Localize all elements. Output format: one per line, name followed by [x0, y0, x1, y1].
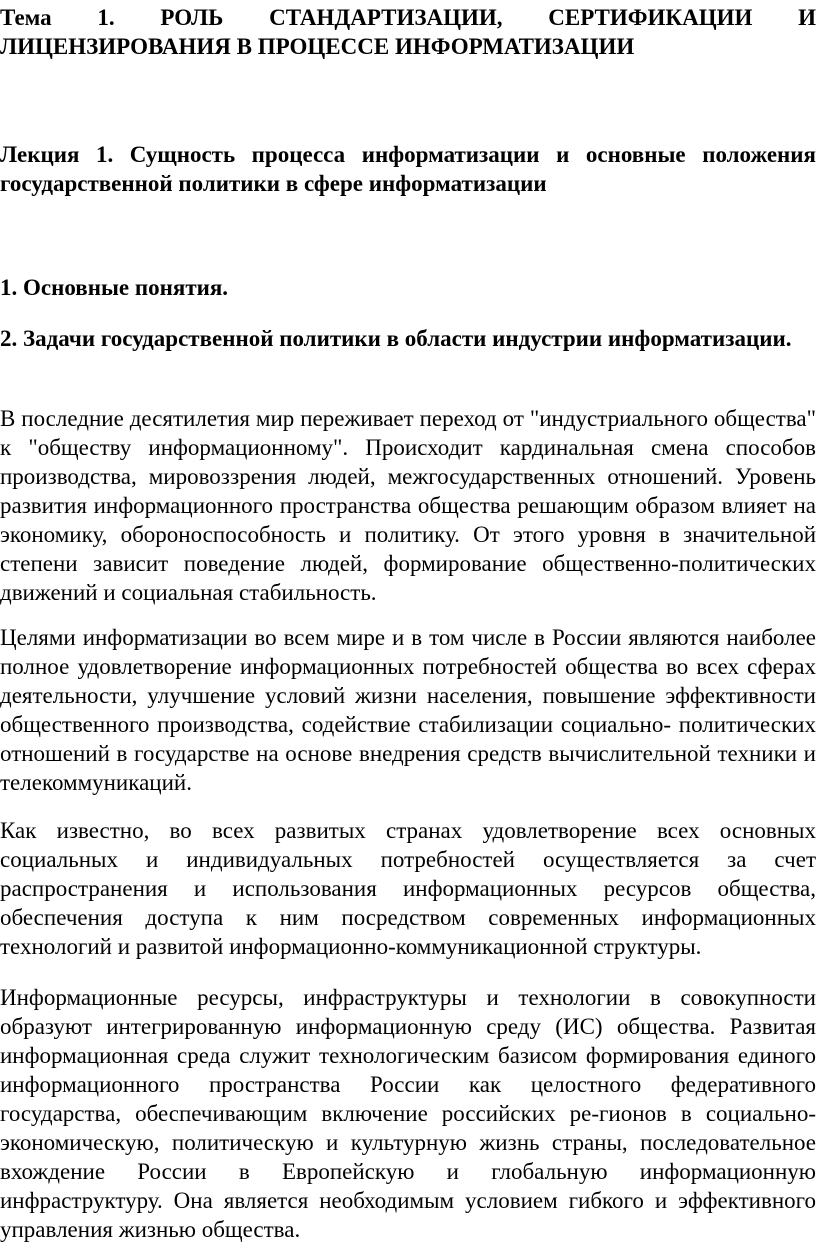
paragraph-4: Информационные ресурсы, инфраструктуры и технологии в совокупности образуют интегрированную информационную среду (ИС) общества. Развитая информационная среда служит технологическим базисом формирования единого информационного пространства России как целостного федеративного государства, обеспечивающим включение российских ре-гионов в социально-экономическую, политическую и культурную жизнь страны, последовательное вхождение России в Европейскую и глобальную информационную инфраструктуру. Она является необходимым условием гибкого и эффективного управления жизнью общества. [0, 985, 816, 1242]
paragraph-3: Как известно, во всех развитых странах удовлетворение всех основных социальных и индивидуальных потребностей осуществляется за счет распространения и использования информационных ресурсов общества, обеспечения доступа к ним посредством современных информационных технологий и развитой информационно-коммуникационной структуры. [0, 818, 816, 959]
topic-title: Тема 1. РОЛЬ СТАНДАРТИЗАЦИИ, СЕРТИФИКАЦИИ И ЛИЦЕНЗИРОВАНИЯ В ПРОЦЕССЕ ИНФОРМАТИЗАЦИИ [0, 5, 816, 59]
paragraph-2: Целями информатизации во всем мире и в том числе в России являются наиболее полное удовлетворение информационных потребностей общества во всех сферах деятельности, улучшение условий жизни населения, повышение эффективности общественного производства, содействие стабилизации социально- политических отношений в государстве на основе внедрения средств вычислительной техники и телекоммуникаций. [0, 625, 816, 795]
section-heading-1: 1. Основные понятия. [0, 275, 229, 300]
lecture-title: Лекция 1. Сущность процесса информатизации и основные положения государственной политики в сфере информатизации [0, 142, 816, 196]
paragraph-1: В последние десятилетия мир переживает переход от "индустриального общества" к "обществу информационному". Происходит кардинальная смена способов производства, мировоззрения людей, межгосударственных отношений. Уровень развития информационного пространства общества решающим образом влияет на экономику, обороноспособность и политику. От этого уровня в значительной степени зависит поведение людей, формирование общественно-политических движений и социальная стабильность. [0, 406, 816, 605]
section-heading-2: 2. Задачи государственной политики в области индустрии информатизации. [0, 326, 792, 351]
